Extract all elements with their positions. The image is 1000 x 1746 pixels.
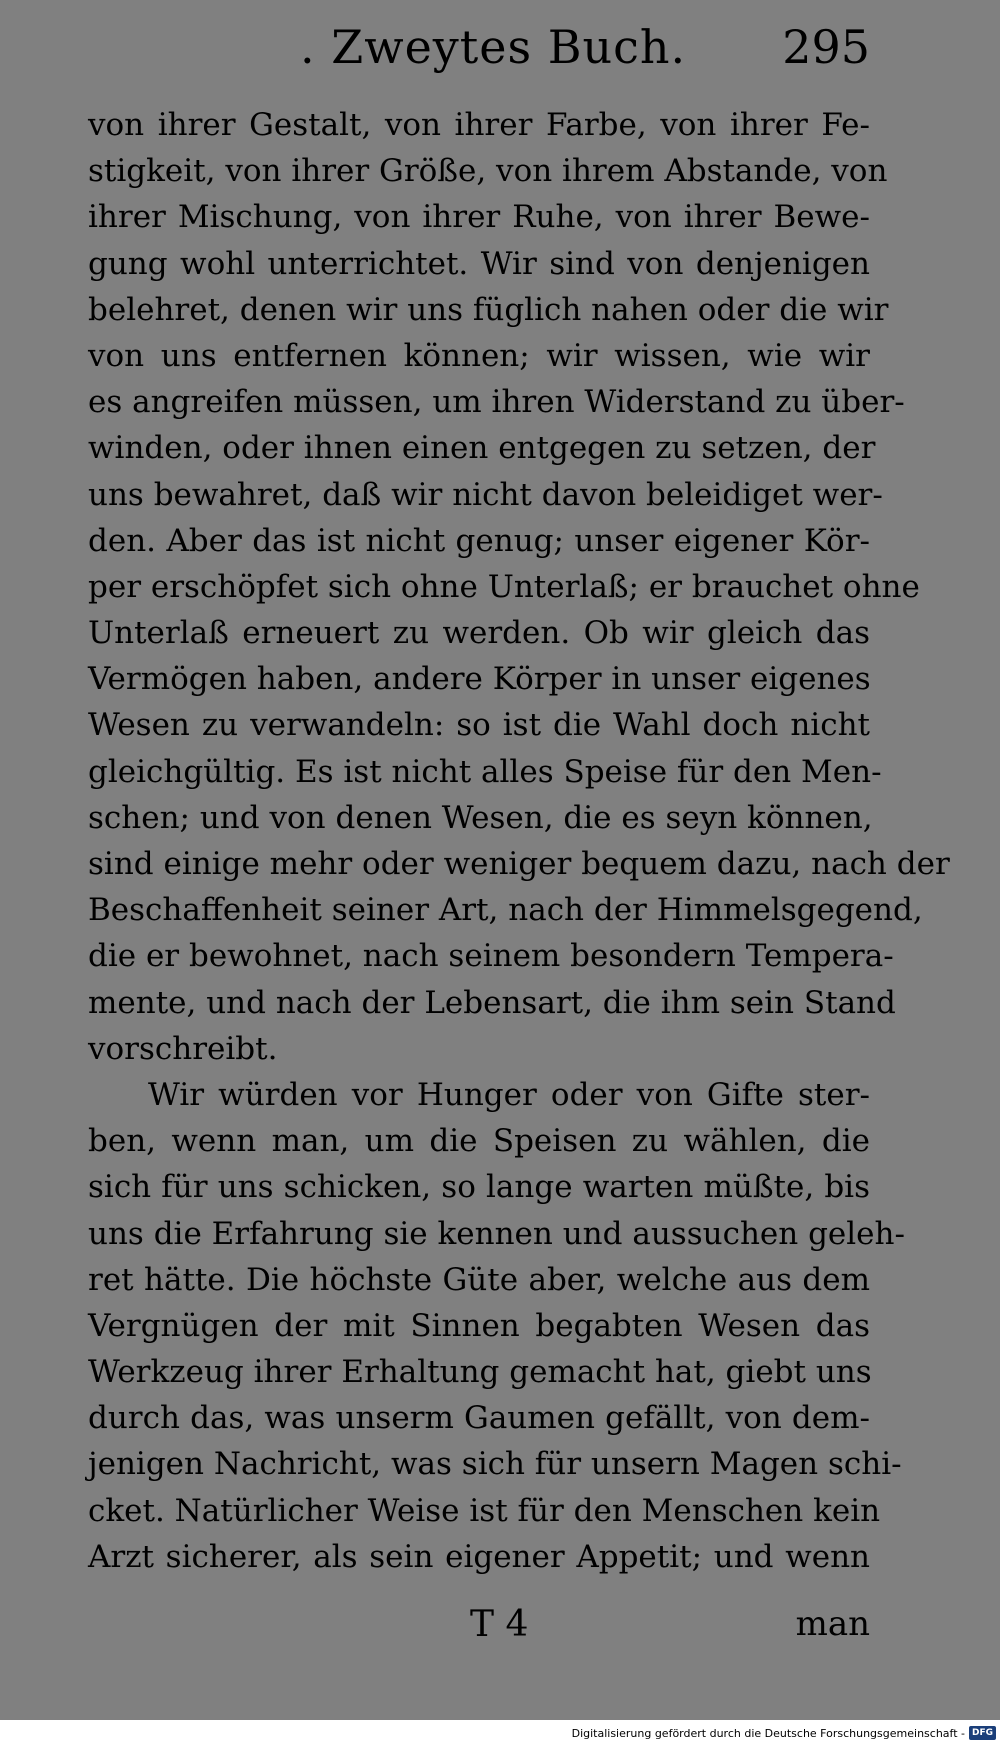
text-line: ret hätte. Die höchste Güte aber, welche aus dem [88,1261,870,1298]
text-line: es angreifen müssen, um ihren Widerstand zu über- [88,384,905,421]
text-line: vorschreibt. [88,1030,278,1067]
text-line: die er bewohnet, nach seinem besondern Tempera- [88,938,894,975]
catchword: man [795,1604,870,1644]
text-line: schen; und von denen Wesen, die es seyn können, [88,799,873,836]
text-line: Arzt sicherer, als sein eigener Appetit; und wenn [88,1538,870,1575]
text-line: Wir würden vor Hunger oder von Gifte ster- [148,1076,870,1113]
page-number: 295 [782,20,870,74]
text-line: durch das, was unserm Gaumen gefällt, von dem- [88,1400,870,1437]
page-footer [0,1604,1000,1654]
body-text [88,102,950,1580]
funding-credit [572,1724,996,1742]
text-line: Wesen zu verwandeln: so ist die Wahl doch nicht [88,707,870,744]
text-line: sind einige mehr oder weniger bequem dazu, nach der [88,846,950,882]
dfg-logo-icon: DFG [969,1726,996,1740]
text-line: Werkzeug ihrer Erhaltung gemacht hat, giebt uns [88,1354,872,1391]
text-line: Vermögen haben, andere Körper in unser eigenes [88,661,871,698]
text-line: per erschöpfet sich ohne Unterlaß; er brauchet ohne [88,568,920,605]
text-line: Beschaffenheit seiner Art, nach der Himmelsgegend, [88,892,923,929]
text-line: von ihrer Gestalt, von ihrer Farbe, von ihrer Fe- [88,107,870,143]
text-line: stigkeit, von ihrer Größe, von ihrem Abstande, von [88,153,888,190]
text-line: uns die Erfahrung sie kennen und aussuchen geleh- [88,1215,905,1252]
text-line: ben, wenn man, um die Speisen zu wählen, die [88,1123,870,1160]
text-line: uns bewahret, daß wir nicht davon beleidiget wer- [88,476,883,513]
text-line: cket. Natürlicher Weise ist für den Menschen kein [88,1492,881,1529]
text-line: den. Aber das ist nicht genug; unser eigener Kör- [88,522,870,559]
credit-text: Digitalisierung gefördert durch die Deutsche Forschungsgemeinschaft - [571,1726,965,1740]
text-line: jenigen Nachricht, was sich für unsern Magen schi- [88,1446,902,1483]
text-line: mente, und nach der Lebensart, die ihm sein Stand [88,984,896,1021]
page-header [0,14,1000,84]
text-line: ihrer Mischung, von ihrer Ruhe, von ihrer Bewe- [88,199,870,236]
text-line: winden, oder ihnen einen entgegen zu setzen, der [88,430,876,467]
text-line: Unterlaß erneuert zu werden. Ob wir gleich das [88,615,870,652]
text-line: belehret, denen wir uns füglich nahen oder die wir [88,291,889,328]
text-line: gung wohl unterrichtet. Wir sind von denjenigen [88,245,870,282]
text-line: von uns entfernen können; wir wissen, wie wir [88,337,870,374]
text-line: Vergnügen der mit Sinnen begabten Wesen das [88,1307,870,1344]
signature-mark: T 4 [470,1604,529,1645]
text-line: sich für uns schicken, so lange warten müßte, bis [88,1169,870,1206]
text-line: gleichgültig. Es ist nicht alles Speise für den Men- [88,753,882,790]
running-title: . Zweytes Buch. [300,20,687,74]
